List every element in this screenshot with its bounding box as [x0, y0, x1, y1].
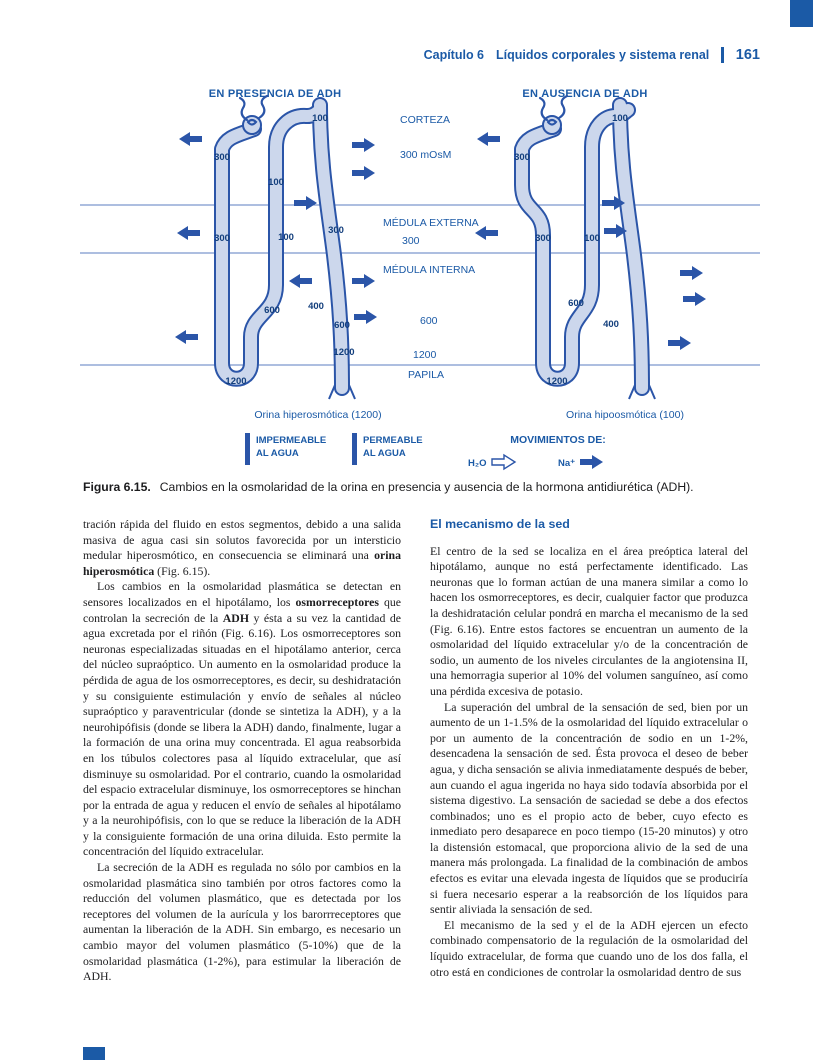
zone-medula-interna-osm: 600 — [420, 315, 438, 327]
panel-presencia-adh — [175, 88, 382, 421]
flow-arrow — [683, 292, 706, 306]
osmolarity-value: 400 — [603, 319, 619, 330]
nephron-loop-right-lumen — [522, 110, 628, 379]
osmolarity-value: 300 — [514, 152, 530, 163]
water-arrow-icon — [492, 455, 515, 469]
body-paragraph: La secreción de la ADH es regulada no sólo por cambios en la osmolaridad plasmática sino también por otros factores como la reducción del volumen plasmático, que es detectada por los receptores del volumen de la aurícula y los barorrreceptores que aumentan la liberación de la ADH. Sin embargo, es necesario un cambio mayor del volumen plasmático (5-10%) que de la osmolaridad plasmática (1-2%), para estimular la liberación de ADH. — [83, 860, 401, 984]
chapter-label: Capítulo 6 — [423, 48, 485, 62]
osmolarity-value: 600 — [334, 320, 350, 331]
osmolarity-value: 100 — [612, 113, 628, 124]
collecting-duct-right-lumen — [620, 105, 642, 388]
flow-arrow — [352, 274, 375, 288]
page-edge-marker-top — [790, 0, 813, 27]
sodium-arrow-icon — [580, 455, 603, 469]
zone-medula-externa-osm: 300 — [402, 235, 420, 247]
figure-legend — [245, 433, 606, 469]
legend-impermeable-line1: IMPERMEABLE — [256, 435, 327, 446]
flow-arrow — [179, 132, 202, 146]
flow-arrow — [177, 226, 200, 240]
panel-title-right: EN AUSENCIA DE ADH — [522, 88, 648, 100]
zone-corteza: CORTEZA — [400, 114, 450, 126]
flow-arrow — [294, 196, 317, 210]
panel-title-left: EN PRESENCIA DE ADH — [208, 88, 342, 100]
flow-arrow — [680, 266, 703, 280]
zone-medula-externa: MÉDULA EXTERNA — [383, 217, 479, 229]
osmolarity-value: 600 — [568, 298, 584, 309]
osmolarity-value: 300 — [328, 225, 344, 236]
flow-arrow — [352, 138, 375, 152]
osmolarity-value: 100 — [268, 177, 284, 188]
zone-corteza-osm: 300 mOsM — [400, 149, 452, 161]
legend-sodium-label: Na⁺ — [558, 458, 576, 469]
permeable-wall-swatch — [352, 433, 357, 465]
legend-permeable-line1: PERMEABLE — [363, 435, 423, 446]
body-text — [83, 517, 748, 985]
osmolarity-value: 300 — [214, 233, 230, 244]
figure-caption — [83, 480, 753, 494]
zone-medula-interna: MÉDULA INTERNA — [383, 264, 476, 276]
nephron-diagram — [80, 85, 760, 477]
osmolarity-value: 400 — [308, 301, 324, 312]
impermeable-wall-swatch — [245, 433, 250, 465]
osmolarity-value: 100 — [312, 113, 328, 124]
flow-arrow — [352, 166, 375, 180]
osmolarity-value: 100 — [278, 232, 294, 243]
osmolarity-value: 1200 — [333, 347, 355, 358]
left-column — [83, 517, 401, 985]
panel-ausencia-adh — [475, 88, 706, 421]
osmolarity-value: 1200 — [546, 376, 568, 387]
zone-papila: PAPILA — [408, 369, 444, 381]
legend-permeable-line2: AL AGUA — [363, 448, 406, 459]
glomerulus-icon — [240, 96, 267, 134]
osmolarity-value: 300 — [214, 152, 230, 163]
flow-arrow — [175, 330, 198, 344]
zone-papila-osm: 1200 — [413, 349, 437, 361]
osmolarity-value: 600 — [264, 305, 280, 316]
figure-caption-text: Cambios en la osmolaridad de la orina en presencia y ausencia de la hormona antidiurética (ADH). — [159, 480, 694, 494]
osmolarity-value: 100 — [584, 233, 600, 244]
urine-label-right: Orina hipoosmótica (100) — [566, 409, 684, 421]
osmolarity-value: 1200 — [225, 376, 247, 387]
body-paragraph: El centro de la sed se localiza en el área preóptica lateral del hipotálamo, aunque no está perfectamente identificado. Las neuronas que lo forman actúan de una manera similar a como lo hacen los osmorreceptores, es decir, cualquier factor que produzca la deshidratación celular pondrá en marcha el mecanismo de la sed (Fig. 6.16). Entre estos factores se encuentran un aumento de la osmolaridad del líquido extracelular y/o de la concentración de sodio, un aumento de los niveles circulantes de la angiotensina II, una hemorragia superior al 10% del volumen sanguíneo, así como una pérdida excesiva de potasio. — [430, 543, 748, 698]
nephron-loop-left-lumen — [222, 110, 320, 379]
zone-labels — [383, 114, 479, 381]
osmolarity-value: 300 — [535, 233, 551, 244]
flow-arrow — [668, 336, 691, 350]
flow-arrow — [289, 274, 312, 288]
chapter-title: Líquidos corporales y sistema renal — [496, 48, 710, 62]
body-paragraph: Los cambios en la osmolaridad plasmática se detectan en sensores localizados en el hipotálamo, los osmorreceptores que controlan la secreción de la ADH y ésta a su vez la cantidad de agua excretada por el riñón (Fig. 6.16). Los osmorreceptores son neuronas especializadas situadas en el hipotálamo anterior, cerca del núcleo supraóptico. Un aumento en la osmolaridad produce la pérdida de agua de los osmorreceptores, es decir, su deshidratación y su consiguiente estimulación y envío de señales al núcleo supraóptico y paraventricular (donde se sintetiza la ADH), y a la neurohipófisis (donde se libera la ADH) dando, finalmente, lugar a la formación de una orina muy concentrada. El agua reabsorbida en los túbulos colectores pasa al líquido extracelular, que así disminuye su osmolaridad. Por el contrario, cuando la osmolaridad del espacio extracelular disminuye, los osmorreceptores se hinchan por la entrada de agua y reducen el envío de señales al hipotálamo y a la neurohipófisis, con lo que se reduce la liberación de la ADH y la consiguiente formación de una orina diluida. Esto permite la concentración del líquido extracelular. — [83, 579, 401, 859]
legend-impermeable-line2: AL AGUA — [256, 448, 299, 459]
legend-water-label: H₂O — [468, 458, 487, 469]
legend-movements-title: MOVIMIENTOS DE: — [510, 434, 606, 446]
right-column — [430, 517, 748, 985]
page-number: 161 — [735, 47, 760, 63]
body-paragraph: tración rápida del fluido en estos segmentos, debido a una salida masiva de agua casi sin solutos favorecida por un intersticio medular hiperosmótico, en consecuencia se eliminará una orina hiperosmótica (Fig. 6.15). — [83, 517, 401, 578]
glomerulus-icon — [540, 96, 567, 134]
urine-label-left: Orina hiperosmótica (1200) — [254, 409, 382, 421]
page-edge-marker-bottom — [83, 1047, 105, 1060]
section-heading: El mecanismo de la sed — [430, 517, 570, 531]
header-divider — [721, 47, 724, 63]
body-paragraph: La superación del umbral de la sensación de sed, bien por un aumento de un 1-1.5% de la osmolaridad del líquido extracelular o por un aumento de la concentración de sodio en un 1-2%, desencadena la sensación de sed. Ésta provoca el deseo de beber agua, y dicha sensación se alivia inmediatamente después de beber, aun cuando el agua ingerida no haya sido todavía absorbida por el sistema digestivo. La sensación de saciedad se debe a dos efectos combinados; uno es el propio acto de beber, cuyo efecto es inmediato pero desaparece en poco tiempo (15-20 minutos) y otro la distensión estomacal, que proporciona alivio de la sed de una manera más prolongada. La finalidad de la combinación de ambos efectos es evitar una elevada ingesta de líquidos que se produciría si fuera necesario esperar a la reabsorción de los líquidos para sentir aliviada la sensación de sed. — [430, 699, 748, 917]
flow-arrow — [354, 310, 377, 324]
body-paragraph: El mecanismo de la sed y el de la ADH ejercen un efecto combinado compensatorio de la regulación de la osmolaridad del líquido extracelular, de forma que cuando uno de los dos falla, el otro está en condiciones de controlar la osmolaridad dentro de sus — [430, 917, 748, 979]
collecting-duct-left-lumen — [320, 105, 342, 388]
flow-arrow — [477, 132, 500, 146]
figure-caption-label: Figura 6.15. — [83, 480, 151, 494]
running-header — [424, 47, 760, 63]
